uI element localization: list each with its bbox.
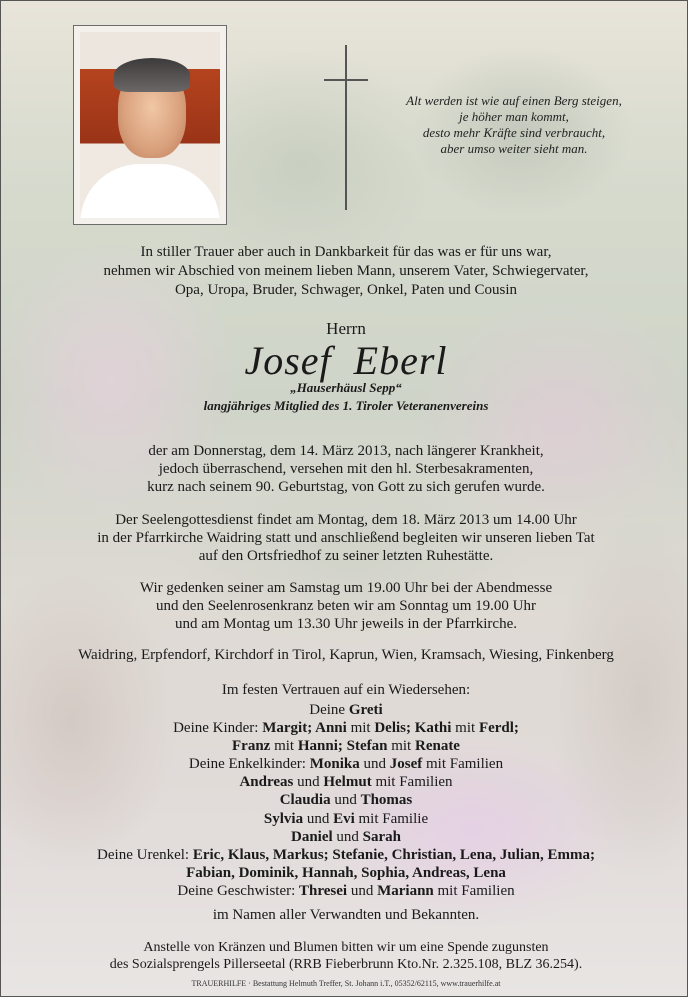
poem-line: je höher man kommt, <box>459 109 569 124</box>
poem-line: Alt werden ist wie auf einen Berg steigen, <box>406 93 622 108</box>
places: Waidring, Erpfendorf, Kirchdorf in Tirol, Kaprun, Wien, Kramsach, Wiesing, Finkenberg <box>78 647 614 663</box>
donation-line: des Sozialsprengels Pillerseetal (RRB Fieberbrunn Kto.Nr. 2.325.108, BLZ 36.254). <box>109 957 583 972</box>
family-great-grandchildren: Deine Urenkel: Eric, Klaus, Markus; Stefanie, Christian, Lena, Julian, Emma; <box>97 846 595 863</box>
nickname: „Hauserhäusl Sepp“ <box>290 380 402 395</box>
intro-text <box>1 243 690 300</box>
cross-icon <box>345 45 347 210</box>
portrait-frame <box>73 25 227 225</box>
all-relatives-line: im Namen aller Verwandten und Bekannten. <box>212 907 480 923</box>
family-grandchildren: Deine Enkelkinder: Monika und Josef mit Familien <box>188 756 504 773</box>
deceased-name: Josef Eberl <box>244 338 448 383</box>
family-grandchildren: Claudia und Thomas <box>279 792 413 809</box>
family-wife: Deine Greti <box>309 702 383 718</box>
poem <box>379 93 649 157</box>
faith-line: Im festen Vertrauen auf ein Wiedersehen: <box>221 682 471 698</box>
family-grandchildren: Andreas und Helmut mit Familien <box>239 774 453 791</box>
family-list <box>1 701 690 900</box>
salutation: Herrn <box>326 319 366 338</box>
funeral-home-footer: TRAUERHILFE · Bestattung Helmuth Treffer, St. Johann i.T., 05352/62115, www.trauerhilfe.at <box>191 979 501 988</box>
service-line: auf den Ortsfriedhof zu seiner letzten Ruhestätte. <box>198 548 494 564</box>
family-siblings: Deine Geschwister: Thresei und Mariann mit Familien <box>177 882 515 899</box>
donation-line: Anstelle von Kränzen und Blumen bitten wir um eine Spende zugunsten <box>143 940 549 955</box>
death-line: jedoch überraschend, versehen mit den hl. Sterbesakramenten, <box>158 461 534 477</box>
poem-line: desto mehr Kräfte sind verbraucht, <box>422 125 606 140</box>
death-line: der am Donnerstag, dem 14. März 2013, nach längerer Krankheit, <box>148 443 544 459</box>
family-children: Franz mit Hanni; Stefan mit Renate <box>232 738 460 755</box>
intro-line: In stiller Trauer aber auch in Dankbarkeit für das was er für uns war, <box>140 244 552 260</box>
memorial-notice <box>1 579 690 633</box>
service-notice <box>1 511 690 565</box>
family-children: Deine Kinder: Margit; Anni mit Delis; Kathi mit Ferdl; <box>173 720 519 737</box>
donation-request <box>1 939 690 973</box>
service-line: Der Seelengottesdienst findet am Montag, dem 18. März 2013 um 14.00 Uhr <box>115 512 577 528</box>
poem-line: aber umso weiter sieht man. <box>440 141 588 156</box>
memorial-line: und den Seelenrosenkranz beten wir am Sonntag um 19.00 Uhr <box>156 598 536 614</box>
cross-icon-bar <box>324 79 368 81</box>
family-grandchildren: Daniel und Sarah <box>290 828 401 845</box>
membership: langjähriges Mitglied des 1. Tiroler Veteranenvereins <box>203 398 489 413</box>
memorial-line: und am Montag um 13.30 Uhr jeweils in der Pfarrkirche. <box>174 616 517 632</box>
death-notice <box>1 442 690 496</box>
memorial-line: Wir gedenken seiner am Samstag um 19.00 Uhr bei der Abendmesse <box>139 580 553 596</box>
intro-line: Opa, Uropa, Bruder, Schwager, Onkel, Paten und Cousin <box>174 282 518 298</box>
family-great-grandchildren: Fabian, Dominik, Hannah, Sophia, Andreas, Lena <box>186 864 506 881</box>
death-line: kurz nach seinem 90. Geburtstag, von Gott zu sich gerufen wurde. <box>147 479 545 495</box>
portrait-photo <box>80 32 220 218</box>
family-grandchildren: Sylvia und Evi mit Familie <box>263 810 429 827</box>
service-line: in der Pfarrkirche Waidring statt und anschließend begleiten wir unseren lieben Tat <box>97 530 595 546</box>
intro-line: nehmen wir Abschied von meinem lieben Mann, unserem Vater, Schwiegervater, <box>103 263 589 279</box>
